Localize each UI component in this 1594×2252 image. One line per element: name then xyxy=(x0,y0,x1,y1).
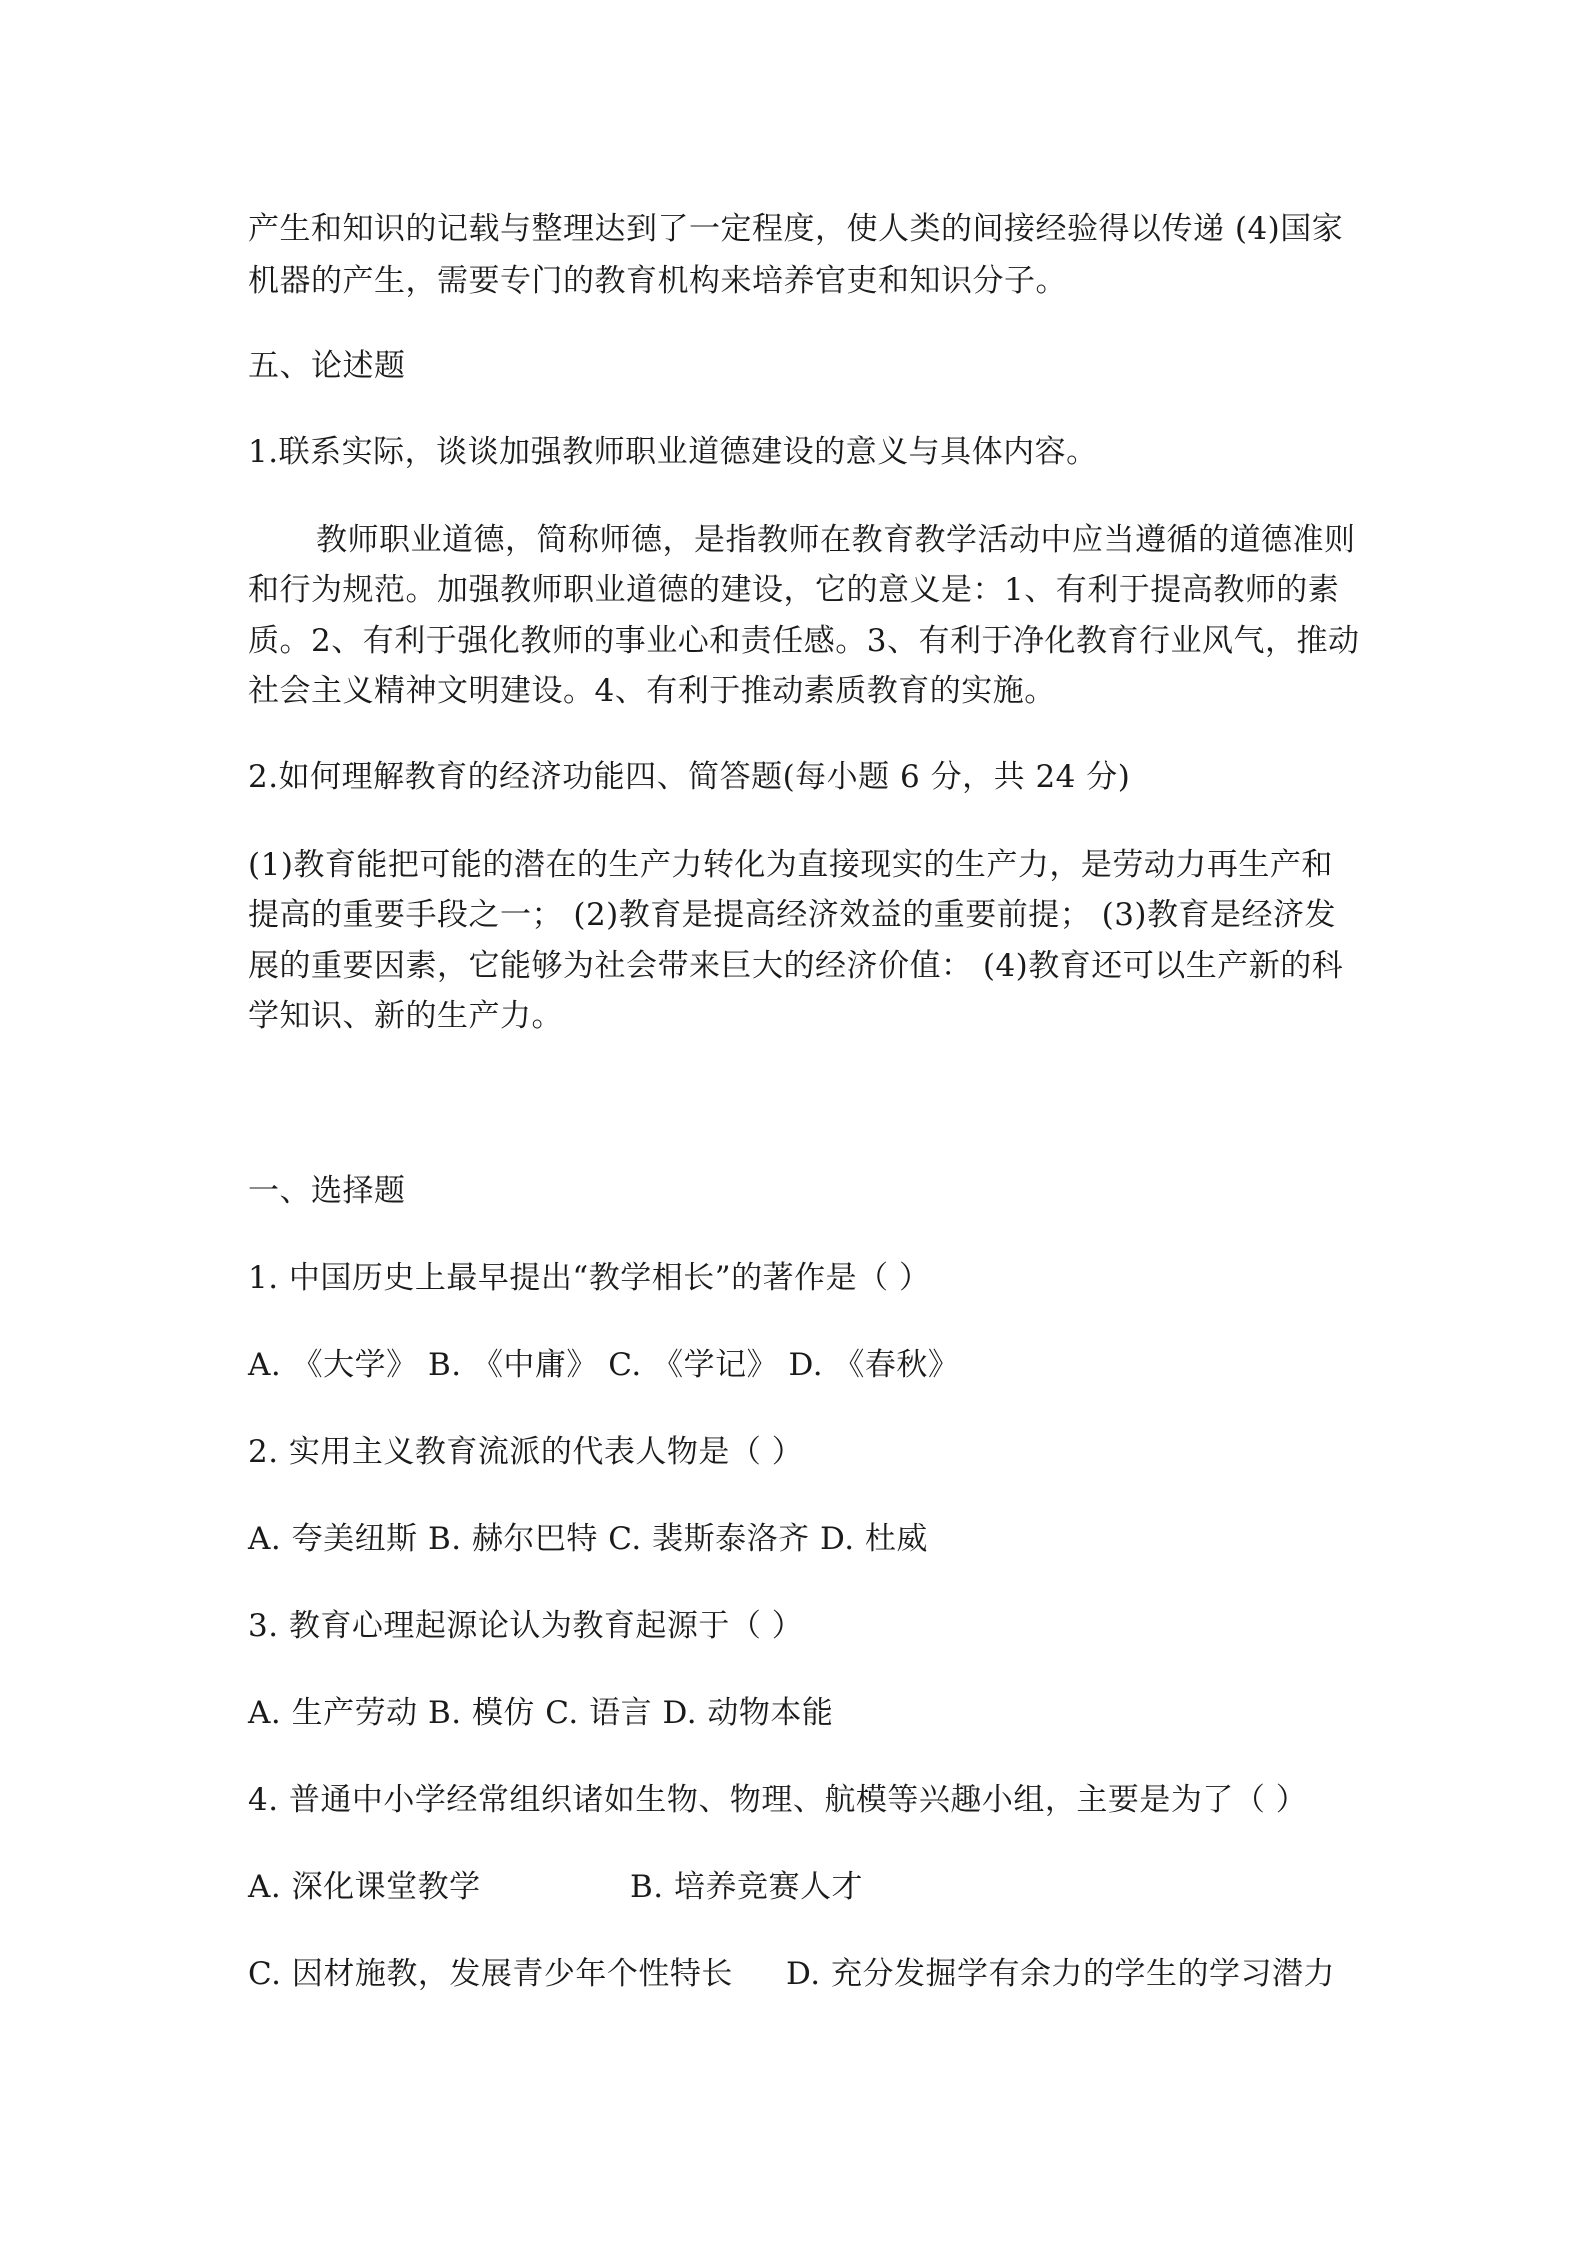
question-4-option-b: B. 培养竞赛人才 xyxy=(630,1869,863,1905)
question-1-options: A. 《大学》 B. 《中庸》 C. 《学记》 D. 《春秋》 xyxy=(248,1347,960,1383)
question-4-option-c: C. 因材施教，发展青少年个性特长 xyxy=(248,1956,733,1992)
essay-1-question: 1.联系实际，谈谈加强教师职业道德建设的意义与具体内容。 xyxy=(248,434,1098,470)
essay-2-answer-line-2: 提高的重要手段之一； (2)教育是提高经济效益的重要前提； (3)教育是经济发 xyxy=(248,897,1337,933)
question-3-options: A. 生产劳动 B. 模仿 C. 语言 D. 动物本能 xyxy=(248,1695,834,1731)
question-3: 3. 教育心理起源论认为教育起源于（ ） xyxy=(248,1608,804,1644)
question-1: 1. 中国历史上最早提出“教学相长”的著作是（ ） xyxy=(248,1260,931,1296)
question-2-options: A. 夸美纽斯 B. 赫尔巴特 C. 裴斯泰洛齐 D. 杜威 xyxy=(248,1521,928,1557)
section-5-heading: 五、论述题 xyxy=(248,348,406,384)
essay-2-answer-line-4: 学知识、新的生产力。 xyxy=(248,998,563,1034)
question-4-option-a: A. 深化课堂教学 xyxy=(248,1869,481,1905)
question-4-option-d: D. 充分发掘学有余力的学生的学习潜力 xyxy=(786,1956,1335,1992)
essay-2-answer-line-1: (1)教育能把可能的潜在的生产力转化为直接现实的生产力，是劳动力再生产和 xyxy=(248,847,1333,883)
question-4: 4. 普通中小学经常组织诸如生物、物理、航模等兴趣小组，主要是为了（ ） xyxy=(248,1782,1308,1818)
top-paragraph-line-1: 产生和知识的记载与整理达到了一定程度，使人类的间接经验得以传递 (4)国家 xyxy=(248,211,1344,247)
essay-1-answer-line-4: 社会主义精神文明建设。4、有利于推动素质教育的实施。 xyxy=(248,673,1056,709)
essay-2-answer-line-3: 展的重要因素，它能够为社会带来巨大的经济价值： (4)教育还可以生产新的科 xyxy=(248,948,1344,984)
essay-1-answer-line-1: 教师职业道德，简称师德，是指教师在教育教学活动中应当遵循的道德准则 xyxy=(316,522,1356,558)
essay-1-answer-line-3: 质。2、有利于强化教师的事业心和责任感。3、有利于净化教育行业风气，推动 xyxy=(248,623,1360,659)
essay-1-answer-line-2: 和行为规范。加强教师职业道德的建设，它的意义是：1、有利于提高教师的素 xyxy=(248,572,1340,608)
section-1-heading: 一、选择题 xyxy=(248,1173,406,1209)
question-2: 2. 实用主义教育流派的代表人物是（ ） xyxy=(248,1434,804,1470)
essay-2-question: 2.如何理解教育的经济功能四、简答题(每小题 6 分，共 24 分) xyxy=(248,759,1131,795)
top-paragraph-line-2: 机器的产生，需要专门的教育机构来培养官吏和知识分子。 xyxy=(248,263,1067,299)
